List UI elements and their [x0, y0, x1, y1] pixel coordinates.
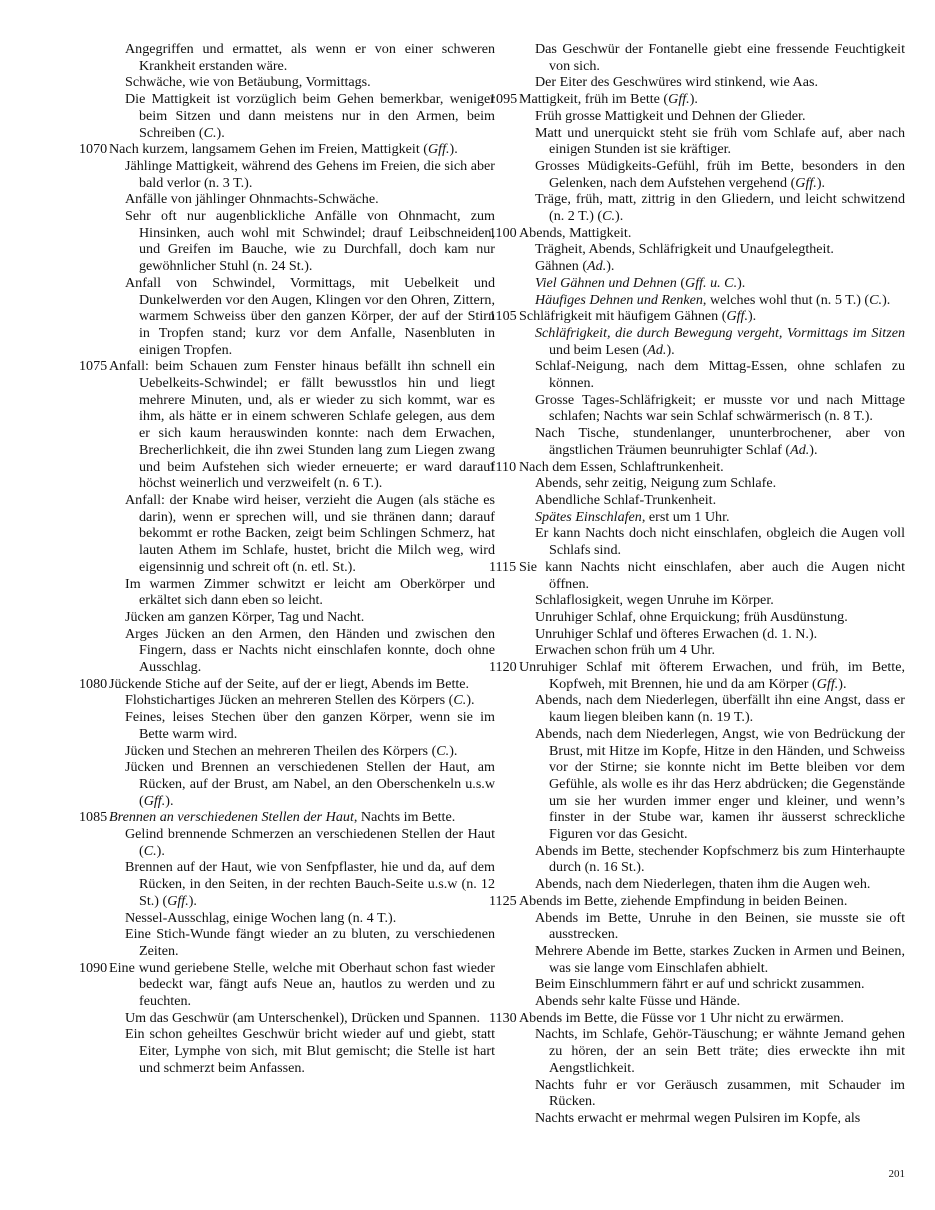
entry-text: Gähnen (Ad.).	[535, 258, 615, 275]
entry-text: Anfall: der Knabe wird heiser, verzieht die Augen (als stäche es darin), wenn er sprechen will, und sie thränen dann; darauf bekommt er rothe Backen, zeigt beim Schlingen Schmerz, hat lauten Athem im Schlafe, hustet, bricht die Milch weg, wird eigensinnig und schreit oft (n. etl. St.).	[125, 491, 495, 575]
entry	[519, 158, 905, 191]
entry-text: Unruhiger Schlaf mit öfterem Erwachen, und früh, im Bette, Kopfweh, mit Brennen, hie und da am Körper (Gff.).	[519, 659, 905, 692]
entry-text: Mehrere Abende im Bette, starkes Zucken in Armen und Beinen, was sie lange vom Einschlafen abhielt.	[535, 942, 905, 976]
entry-text: Der Eiter des Geschwüres wird stinkend, wie Aas.	[535, 74, 818, 91]
entry-text: Abends im Bette, die Füsse vor 1 Uhr nicht zu erwärmen.	[519, 1009, 844, 1026]
entry-text: Feines, leises Stechen über den ganzen Körper, wenn sie im Bette warm wird.	[125, 709, 495, 742]
entry-text: Sehr oft nur augenblickliche Anfälle von Ohnmacht, zum Hinsinken, auch wohl mit Schwindel; drauf Leibschneiden, und Greifen im Bauche, wie zu Durchfall, doch kam nur gewöhnlicher Stuhl (n. 24 St.).	[125, 208, 495, 275]
entry-text: Erwachen schon früh um 4 Uhr.	[535, 642, 716, 659]
numbered-entry: 1110Nach dem Essen, Schlaftrunkenheit.	[489, 458, 724, 475]
entry	[109, 191, 495, 208]
entry	[519, 976, 905, 993]
entry	[519, 492, 905, 509]
entry	[519, 525, 905, 558]
entry-text: Mattigkeit, früh im Bette (Gff.).	[519, 91, 698, 108]
entry	[519, 41, 905, 74]
entry	[109, 41, 495, 74]
entry-text: Jücken und Brennen an verschiedenen Stellen der Haut, am Rücken, auf der Brust, am Nabel, an den Oberschenkeln u.s.w (Gff.).	[125, 759, 495, 809]
entry	[519, 275, 905, 292]
entry	[519, 642, 905, 659]
entry-text: Jücken am ganzen Körper, Tag und Nacht.	[125, 608, 365, 625]
entry-text: Eine Stich-Wunde fängt wieder an zu bluten, zu verschiedenen Zeiten.	[125, 926, 495, 959]
entry	[109, 709, 495, 742]
numbered-entry: 1120Unruhiger Schlaf mit öfterem Erwachen, und früh, im Bette, Kopfweh, mit Brennen, hie und da am Körper (Gff.).	[489, 659, 905, 692]
entry	[519, 726, 905, 843]
numbered-entry: 1085Brennen an verschiedenen Stellen der Haut, Nachts im Bette.	[79, 809, 456, 826]
entry-text: Die Mattigkeit ist vorzüglich beim Gehen bemerkbar, weniger beim Sitzen und dann meistens nur in den Armen, beim Schreiben (C.).	[125, 91, 495, 141]
numbered-entry: 1080Jückende Stiche auf der Seite, auf der er liegt, Abends im Bette.	[79, 675, 470, 692]
entry	[519, 876, 905, 893]
entry-text: Abends, Mattigkeit.	[519, 224, 632, 241]
entry-text: Nachts erwacht er mehrmal wegen Pulsiren im Kopfe, als	[535, 1110, 861, 1126]
entry	[109, 910, 495, 927]
entry-text: Häufiges Dehnen und Renken, welches wohl thut (n. 5 T.) (C.).	[535, 291, 891, 308]
entry-text: Abends im Bette, Unruhe in den Beinen, sie musste sie oft ausstrecken.	[535, 909, 905, 943]
entry-text: Jückende Stiche auf der Seite, auf der er liegt, Abends im Bette.	[109, 675, 470, 692]
entry-text: Abendliche Schlaf-Trunkenheit.	[535, 491, 717, 508]
entry	[519, 241, 905, 258]
entry-text: Grosses Müdigkeits-Gefühl, früh im Bette, besonders in den Gelenken, nach dem Aufstehen vergehend (Gff.).	[535, 157, 905, 191]
entry	[109, 626, 495, 676]
entry	[109, 926, 495, 959]
entry	[519, 325, 905, 358]
right-column	[489, 41, 905, 1127]
entry	[519, 392, 905, 425]
entry-text: Beim Einschlummern fährt er auf und schrickt zusammen.	[535, 976, 865, 993]
entry	[519, 843, 905, 876]
entry	[519, 125, 905, 158]
entry-text: Schwäche, wie von Betäubung, Vormittags.	[125, 74, 371, 91]
entry-text: Nach kurzem, langsamem Gehen im Freien, Mattigkeit (Gff.).	[109, 141, 458, 158]
entry-text: Schläfrigkeit mit häufigem Gähnen (Gff.).	[519, 308, 757, 325]
entry-text: Ein schon geheiltes Geschwür bricht wieder auf und giebt, statt Eiter, Lymphe von sich, mit Blut gemischt; die Stelle ist hart und schmerzt beim Anfassen.	[125, 1026, 495, 1076]
numbered-entry: 1115Sie kann Nachts nicht einschlafen, aber auch die Augen nicht öffnen.	[489, 558, 905, 592]
entry	[519, 1110, 905, 1127]
entry-text: Abends im Bette, stechender Kopfschmerz bis zum Hinterhaupte durch (n. 16 St.).	[535, 842, 905, 876]
entry-text: Schlaf-Neigung, nach dem Mittag-Essen, ohne schlafen zu können.	[535, 358, 905, 392]
entry	[519, 74, 905, 91]
entry-text: Anfall von Schwindel, Vormittags, mit Uebelkeit und Dunkelwerden vor den Augen, Klingen vor den Ohren, Zittern, warmem Schweiss über den ganzen Körper, der auf der Stirn in Tropfen stand; kurz vor dem Anfalle, Nasenbluten in einigen Tropfen.	[125, 274, 495, 358]
entry	[109, 91, 495, 141]
entry	[519, 191, 905, 224]
entry	[519, 108, 905, 125]
page-number: 201	[888, 1168, 905, 1180]
entry-text: Brennen auf der Haut, wie von Senfpflaster, hie und da, auf dem Rücken, in den Seiten, in der rechten Bauch-Seite u.s.w (n. 12 St.) (Gff.).	[125, 859, 495, 909]
entry-text: Jücken und Stechen an mehreren Theilen des Körpers (C.).	[125, 742, 458, 759]
entry-text: Unruhiger Schlaf und öfteres Erwachen (d. 1. N.).	[535, 625, 818, 642]
entry	[109, 1026, 495, 1076]
entry	[519, 475, 905, 492]
entry	[519, 910, 905, 943]
entry-text: Abends, nach dem Niederlegen, Angst, wie von Bedrückung der Brust, mit Hitze im Kopfe, Hitze in den Händen, und Schweiss vor der Stirne; sie konnte nicht im Bette bleiben vor dem Gefühle, als wolle es ihr das Herz abdrücken; die Gegenstände um sie her wurden immer enger und kleiner, und wenn’s finster in der Stube war, kamen ihr äusserst schreckliche Figuren vor das Gesicht.	[535, 725, 905, 843]
entry	[109, 759, 495, 809]
entry-text: Abends, nach dem Niederlegen, thaten ihm die Augen weh.	[535, 876, 871, 893]
entry-text: Schlaflosigkeit, wegen Unruhe im Körper.	[535, 592, 774, 609]
numbered-entry: 1125Abends im Bette, ziehende Empfindung in beiden Beinen.	[489, 892, 848, 909]
entry	[109, 576, 495, 609]
entry-text: Angegriffen und ermattet, als wenn er von einer schweren Krankheit erstanden wäre.	[125, 41, 495, 74]
entry	[519, 425, 905, 458]
entry-text: Sie kann Nachts nicht einschlafen, aber auch die Augen nicht öffnen.	[519, 558, 905, 592]
entry-text: Unruhiger Schlaf, ohne Erquickung; früh Ausdünstung.	[535, 608, 848, 625]
entry-text: Das Geschwür der Fontanelle giebt eine fressende Feuchtigkeit von sich.	[535, 41, 905, 74]
entry	[519, 609, 905, 626]
entry-text: Abends sehr kalte Füsse und Hände.	[535, 993, 741, 1010]
entry	[519, 1026, 905, 1076]
entry	[109, 492, 495, 576]
numbered-entry: 1105Schläfrigkeit mit häufigem Gähnen (Gff.).	[489, 308, 757, 325]
entry	[109, 692, 495, 709]
entry	[519, 943, 905, 976]
entry-text: Nach dem Essen, Schlaftrunkenheit.	[519, 458, 724, 475]
entry-text: Gelind brennende Schmerzen an verschiedenen Stellen der Haut (C.).	[125, 826, 495, 859]
entry	[519, 1077, 905, 1110]
entry-text: Viel Gähnen und Dehnen (Gff. u. C.).	[535, 274, 746, 291]
entry	[109, 609, 495, 626]
numbered-entry: 1075Anfall: beim Schauen zum Fenster hinaus befällt ihn schnell ein Uebelkeits-Schwindel; er fällt bewusstlos hin und liegt mehrere Minuten, und, als er wieder zu sich kommt, war es ihm, als hätte er in einem schweren Schlafe gelegen, aus dem er sich kaum herauswinden konnte: nach dem Erwachen, Brecherlichkeit, die ihn zwei Stunden lang zum Liegen zwang und beim Aufstehen sich wieder erneuerte; er ward darauf höchst weinerlich und verzweifelt (n. 6 T.).	[79, 358, 495, 492]
entry-text: Trägheit, Abends, Schläfrigkeit und Unaufgelegtheit.	[535, 241, 834, 258]
entry-text: Arges Jücken an den Armen, den Händen und zwischen den Fingern, dass er Nachts nicht einschlafen konnte, doch ohne Ausschlag.	[125, 625, 495, 676]
entry-text: Nessel-Ausschlag, einige Wochen lang (n. 4 T.).	[125, 909, 397, 926]
entry	[519, 626, 905, 643]
entry-text: Grosse Tages-Schläfrigkeit; er musste vor und nach Mittage schlafen; Nachts war sein Schlaf schwärmerisch (n. 8 T.).	[535, 391, 905, 425]
entry-text: Nachts fuhr er vor Geräusch zusammen, mit Schauder im Rücken.	[535, 1076, 905, 1110]
entry	[109, 208, 495, 275]
numbered-entry: 1090Eine wund geriebene Stelle, welche mit Oberhaut schon fast wieder bedeckt war, fängt aufs Neue an, hautlos zu werden und zu feuchten.	[79, 959, 495, 1010]
entry	[109, 158, 495, 191]
entry	[109, 275, 495, 359]
entry	[519, 358, 905, 391]
entry	[519, 292, 905, 309]
entry	[519, 993, 905, 1010]
entry-text: Abends, nach dem Niederlegen, überfällt ihn eine Angst, dass er kaum liegen bleiben kann (n. 19 T.).	[535, 692, 905, 726]
entry-text: Nach Tische, stundenlanger, ununterbrochener, aber von ängstlichen Träumen beunruhigter Schlaf (Ad.).	[535, 425, 905, 458]
entry-text: Jählinge Mattigkeit, während des Gehens im Freien, die sich aber bald verlor (n. 3 T.).	[125, 157, 495, 191]
numbered-entry: 1130Abends im Bette, die Füsse vor 1 Uhr nicht zu erwärmen.	[489, 1009, 844, 1026]
entry-text: Brennen an verschiedenen Stellen der Haut, Nachts im Bette.	[109, 809, 456, 826]
entry	[109, 74, 495, 91]
entry	[519, 592, 905, 609]
entry-text: Abends im Bette, ziehende Empfindung in beiden Beinen.	[519, 892, 848, 909]
entry-text: Im warmen Zimmer schwitzt er leicht am Oberkörper und erkältet sich dann eben so leicht.	[125, 575, 495, 609]
entry	[109, 826, 495, 859]
entry	[519, 692, 905, 725]
entry-text: Er kann Nachts doch nicht einschlafen, obgleich die Augen voll Schlafs sind.	[535, 525, 905, 559]
entry-text: Schläfrigkeit, die durch Bewegung vergeht, Vormittags im Sitzen und beim Lesen (Ad.).	[535, 324, 905, 358]
entry-text: Abends, sehr zeitig, Neigung zum Schlafe.	[535, 475, 777, 492]
entry	[109, 1010, 495, 1027]
entry	[519, 509, 905, 526]
numbered-entry: 1070Nach kurzem, langsamem Gehen im Freien, Mattigkeit (Gff.).	[79, 141, 458, 158]
entry	[519, 258, 905, 275]
entry-text: Nachts, im Schlafe, Gehör-Täuschung; er wähnte Jemand gehen zu hören, der an sein Bett träte; dies erweckte ihn mit Aengstlichkeit.	[535, 1026, 905, 1076]
entry-text: Spätes Einschlafen, erst um 1 Uhr.	[535, 508, 730, 525]
numbered-entry: 1095Mattigkeit, früh im Bette (Gff.).	[489, 91, 698, 108]
numbered-entry: 1100Abends, Mattigkeit.	[489, 224, 632, 241]
entry-text: Anfälle von jählinger Ohnmachts-Schwäche.	[125, 191, 379, 208]
entry-text: Träge, früh, matt, zittrig in den Gliedern, und leicht schwitzend (n. 2 T.) (C.).	[535, 191, 905, 225]
entry	[109, 743, 495, 760]
left-column	[79, 41, 495, 1077]
entry-text: Früh grosse Mattigkeit und Dehnen der Glieder.	[535, 107, 806, 124]
entry	[109, 859, 495, 909]
entry-text: Matt und unerquickt steht sie früh vom Schlafe auf, aber nach einigen Stunden ist sie kräftiger.	[535, 124, 905, 158]
entry-text: Anfall: beim Schauen zum Fenster hinaus befällt ihn schnell ein Uebelkeits-Schwindel; er fällt bewusstlos hin und liegt mehrere Minuten, und, als er wieder zu sich kommt, war es ihm, als hätte er in einem schweren Schlafe gelegen, aus dem er sich kaum herauswinden konnte: nach dem Erwachen, Brecherlichkeit, die ihn zwei Stunden lang zum Liegen zwang und beim Aufstehen sich wieder erneuerte; er ward darauf höchst weinerlich und verzweifelt (n. 6 T.).	[109, 358, 495, 492]
entry-text: Um das Geschwür (am Unterschenkel), Drücken und Spannen.	[125, 1009, 480, 1026]
entry-text: Flohstichartiges Jücken an mehreren Stellen des Körpers (C.).	[125, 692, 475, 709]
entry-text: Eine wund geriebene Stelle, welche mit Oberhaut schon fast wieder bedeckt war, fängt aufs Neue an, hautlos zu werden und zu feuchten.	[109, 959, 495, 1010]
